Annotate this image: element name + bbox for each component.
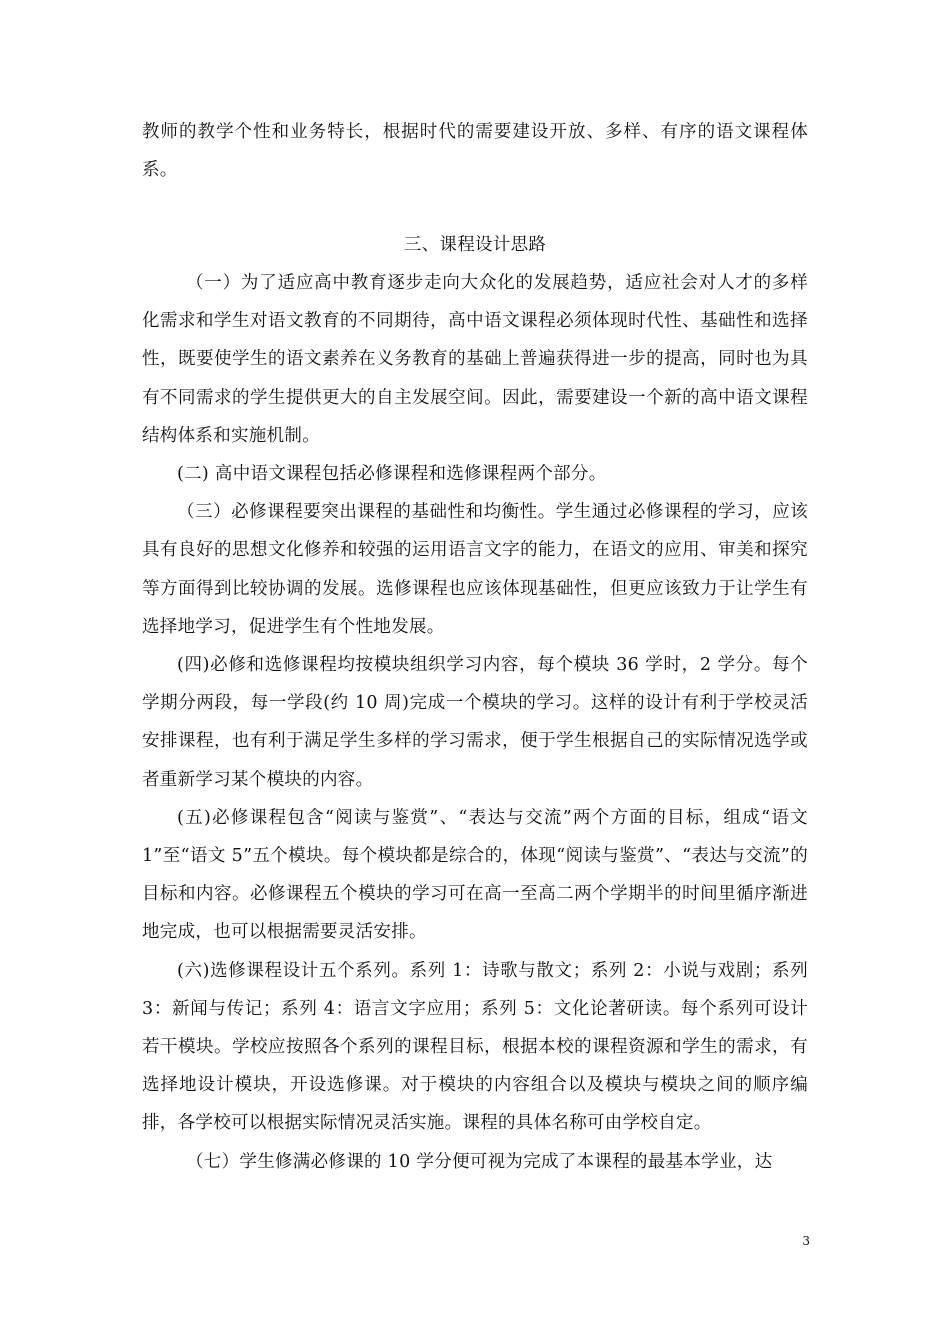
intro-paragraph [142, 113, 808, 189]
section-body [142, 264, 808, 1181]
paragraph-2: (二) 高中语文课程包括必修课程和选修课程两个部分。 [177, 464, 607, 485]
paragraph-1: （一）为了适应高中教育逐步走向大众化的发展趋势，适应社会对人才的多样化需求和学生对语文教育的不同期待，高中语文课程必须体现时代性、基础性和选择性，既要使学生的语文素养在义务教育的基础上普遍获得进一步的提高，同时也为具有不同需求的学生提供更大的自主发展空间。因此，需要建设一个新的高中语文课程结构体系和实施机制。 [142, 273, 808, 446]
paragraph-7: （七）学生修满必修课的 10 学分便可视为完成了本课程的最基本学业，达 [186, 1151, 773, 1172]
paragraph-6: (六)选修课程设计五个系列。系列 1：诗歌与散文；系列 2：小说与戏剧；系列 3：新闻与传记；系列 4：语言文字应用；系列 5：文化论著研读。每个系列可设计若干模块。学校应按照各个系列的课程目标，根据本校的课程资源和学生的需求，有选择地设计模块，开设选修课。对于模块的内容组合以及模块与模块之间的顺序编排，各学校可以根据实际情况灵活实施。课程的具体名称可由学校自定。 [142, 960, 808, 1134]
paragraph-4: (四)必修和选修课程均按模块组织学习内容，每个模块 36 学时，2 学分。每个学期分两段，每一学段(约 10 周)完成一个模块的学习。这样的设计有利于学校灵活安排课程，也有利于满足学生多样的学习需求，便于学生根据自己的实际情况选学或者重新学习某个模块的内容。 [142, 655, 808, 790]
page-number: 3 [802, 1234, 810, 1248]
paragraph-3: （三）必修课程要突出课程的基础性和均衡性。学生通过必修课程的学习，应该具有良好的思想文化修养和较强的运用语言文字的能力，在语文的应用、审美和探究等方面得到比较协调的发展。选修课程也应该体现基础性，但更应该致力于让学生有选择地学习，促进学生有个性地发展。 [142, 502, 808, 637]
paragraph-5: (五)必修课程包含“阅读与鉴赏”、“表达与交流”两个方面的目标，组成“语文 1”至“语文 5”五个模块。每个模块都是综合的，体现“阅读与鉴赏”、“表达与交流”的目标和内容。必修课程五个模块的学习可在高一至高二两个学期半的时间里循序渐进地完成，也可以根据需要灵活安排。 [142, 807, 808, 943]
intro-text: 教师的教学个性和业务特长，根据时代的需要建设开放、多样、有序的语文课程体系。 [142, 122, 808, 181]
section-title: 三、课程设计思路 [403, 235, 547, 255]
